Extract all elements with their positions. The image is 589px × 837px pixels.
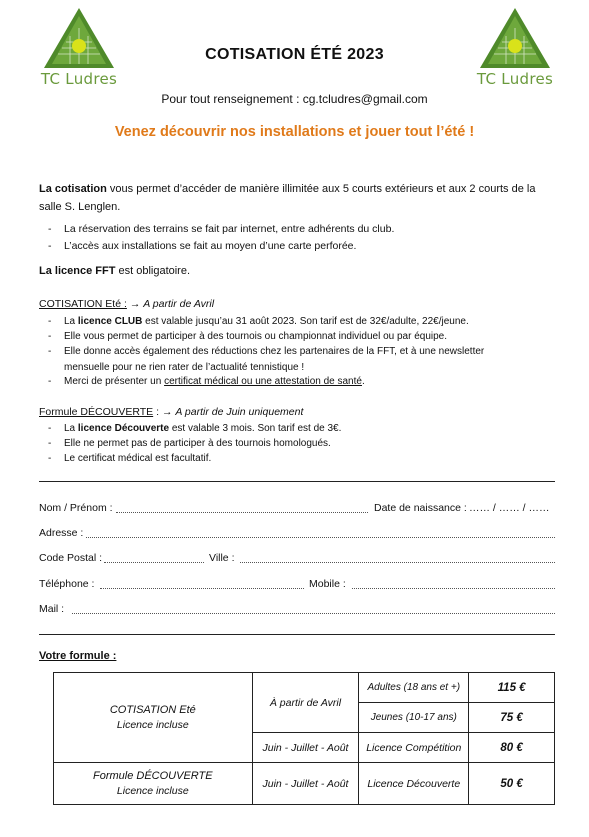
- cat-decouverte: Licence Découverte: [359, 763, 469, 805]
- licence-line: La licence FFT est obligatoire.: [39, 265, 191, 277]
- naissance-label: Date de naissance :: [374, 502, 467, 514]
- price-jeunes: 75 €: [469, 703, 555, 733]
- intro-bold: La cotisation: [39, 183, 107, 195]
- cp-field[interactable]: [104, 562, 204, 563]
- adresse-field[interactable]: [86, 537, 555, 538]
- page-title: COTISATION ÉTÉ 2023: [205, 46, 384, 63]
- formule-ete-cell[interactable]: COTISATION Eté Licence incluse: [54, 673, 253, 763]
- ete-heading: COTISATION Eté : → A partir de Avril: [39, 298, 215, 310]
- mail-label: Mail :: [39, 603, 65, 615]
- price-competition: 80 €: [469, 733, 555, 763]
- intro-paragraph: [39, 180, 561, 216]
- nom-field[interactable]: [116, 512, 368, 513]
- formule-table: [53, 672, 555, 805]
- divider-top: [39, 481, 555, 482]
- mobile-label: Mobile :: [309, 578, 346, 590]
- cat-jeunes: Jeunes (10-17 ans): [359, 703, 469, 733]
- adresse-label: Adresse :: [39, 527, 84, 539]
- cat-adultes: Adultes (18 ans et +): [359, 673, 469, 703]
- naissance-field[interactable]: …… / …… / ……: [469, 502, 550, 514]
- price-adultes: 115 €: [469, 673, 555, 703]
- period-decouverte: Juin - Juillet - Août: [252, 763, 359, 805]
- formule-heading: Votre formule :: [39, 650, 117, 662]
- tel-label: Téléphone :: [39, 578, 95, 590]
- tel-field[interactable]: [100, 588, 304, 589]
- promo-banner: Venez découvrir nos installations et jouer tout l’été !: [114, 124, 475, 140]
- intro-text: vous permet d’accéder de manière illimitée aux 5 courts extérieurs et aux 2 courts de la salle S. Lenglen.: [39, 183, 536, 213]
- contact-line: Pour tout renseignement : cg.tcludres@gmail.com: [161, 92, 428, 106]
- logo-text: TC Ludres: [40, 70, 118, 88]
- nom-label: Nom / Prénom :: [39, 502, 113, 514]
- cp-label: Code Postal :: [39, 552, 103, 564]
- period-competition: Juin - Juillet - Août: [252, 733, 359, 763]
- ville-field[interactable]: [240, 562, 555, 563]
- ville-label: Ville :: [209, 552, 235, 564]
- formule-decouverte-cell[interactable]: Formule DÉCOUVERTE Licence incluse: [54, 763, 253, 805]
- period-ete: À partir de Avril: [252, 673, 359, 733]
- divider-bottom: [39, 634, 555, 635]
- decouverte-heading: Formule DÉCOUVERTE : → A partir de Juin uniquement: [39, 406, 304, 418]
- mail-field[interactable]: [72, 613, 555, 614]
- logo-text: TC Ludres: [476, 70, 554, 88]
- price-decouverte: 50 €: [469, 763, 555, 805]
- cat-competition: Licence Compétition: [359, 733, 469, 763]
- mobile-field[interactable]: [352, 588, 555, 589]
